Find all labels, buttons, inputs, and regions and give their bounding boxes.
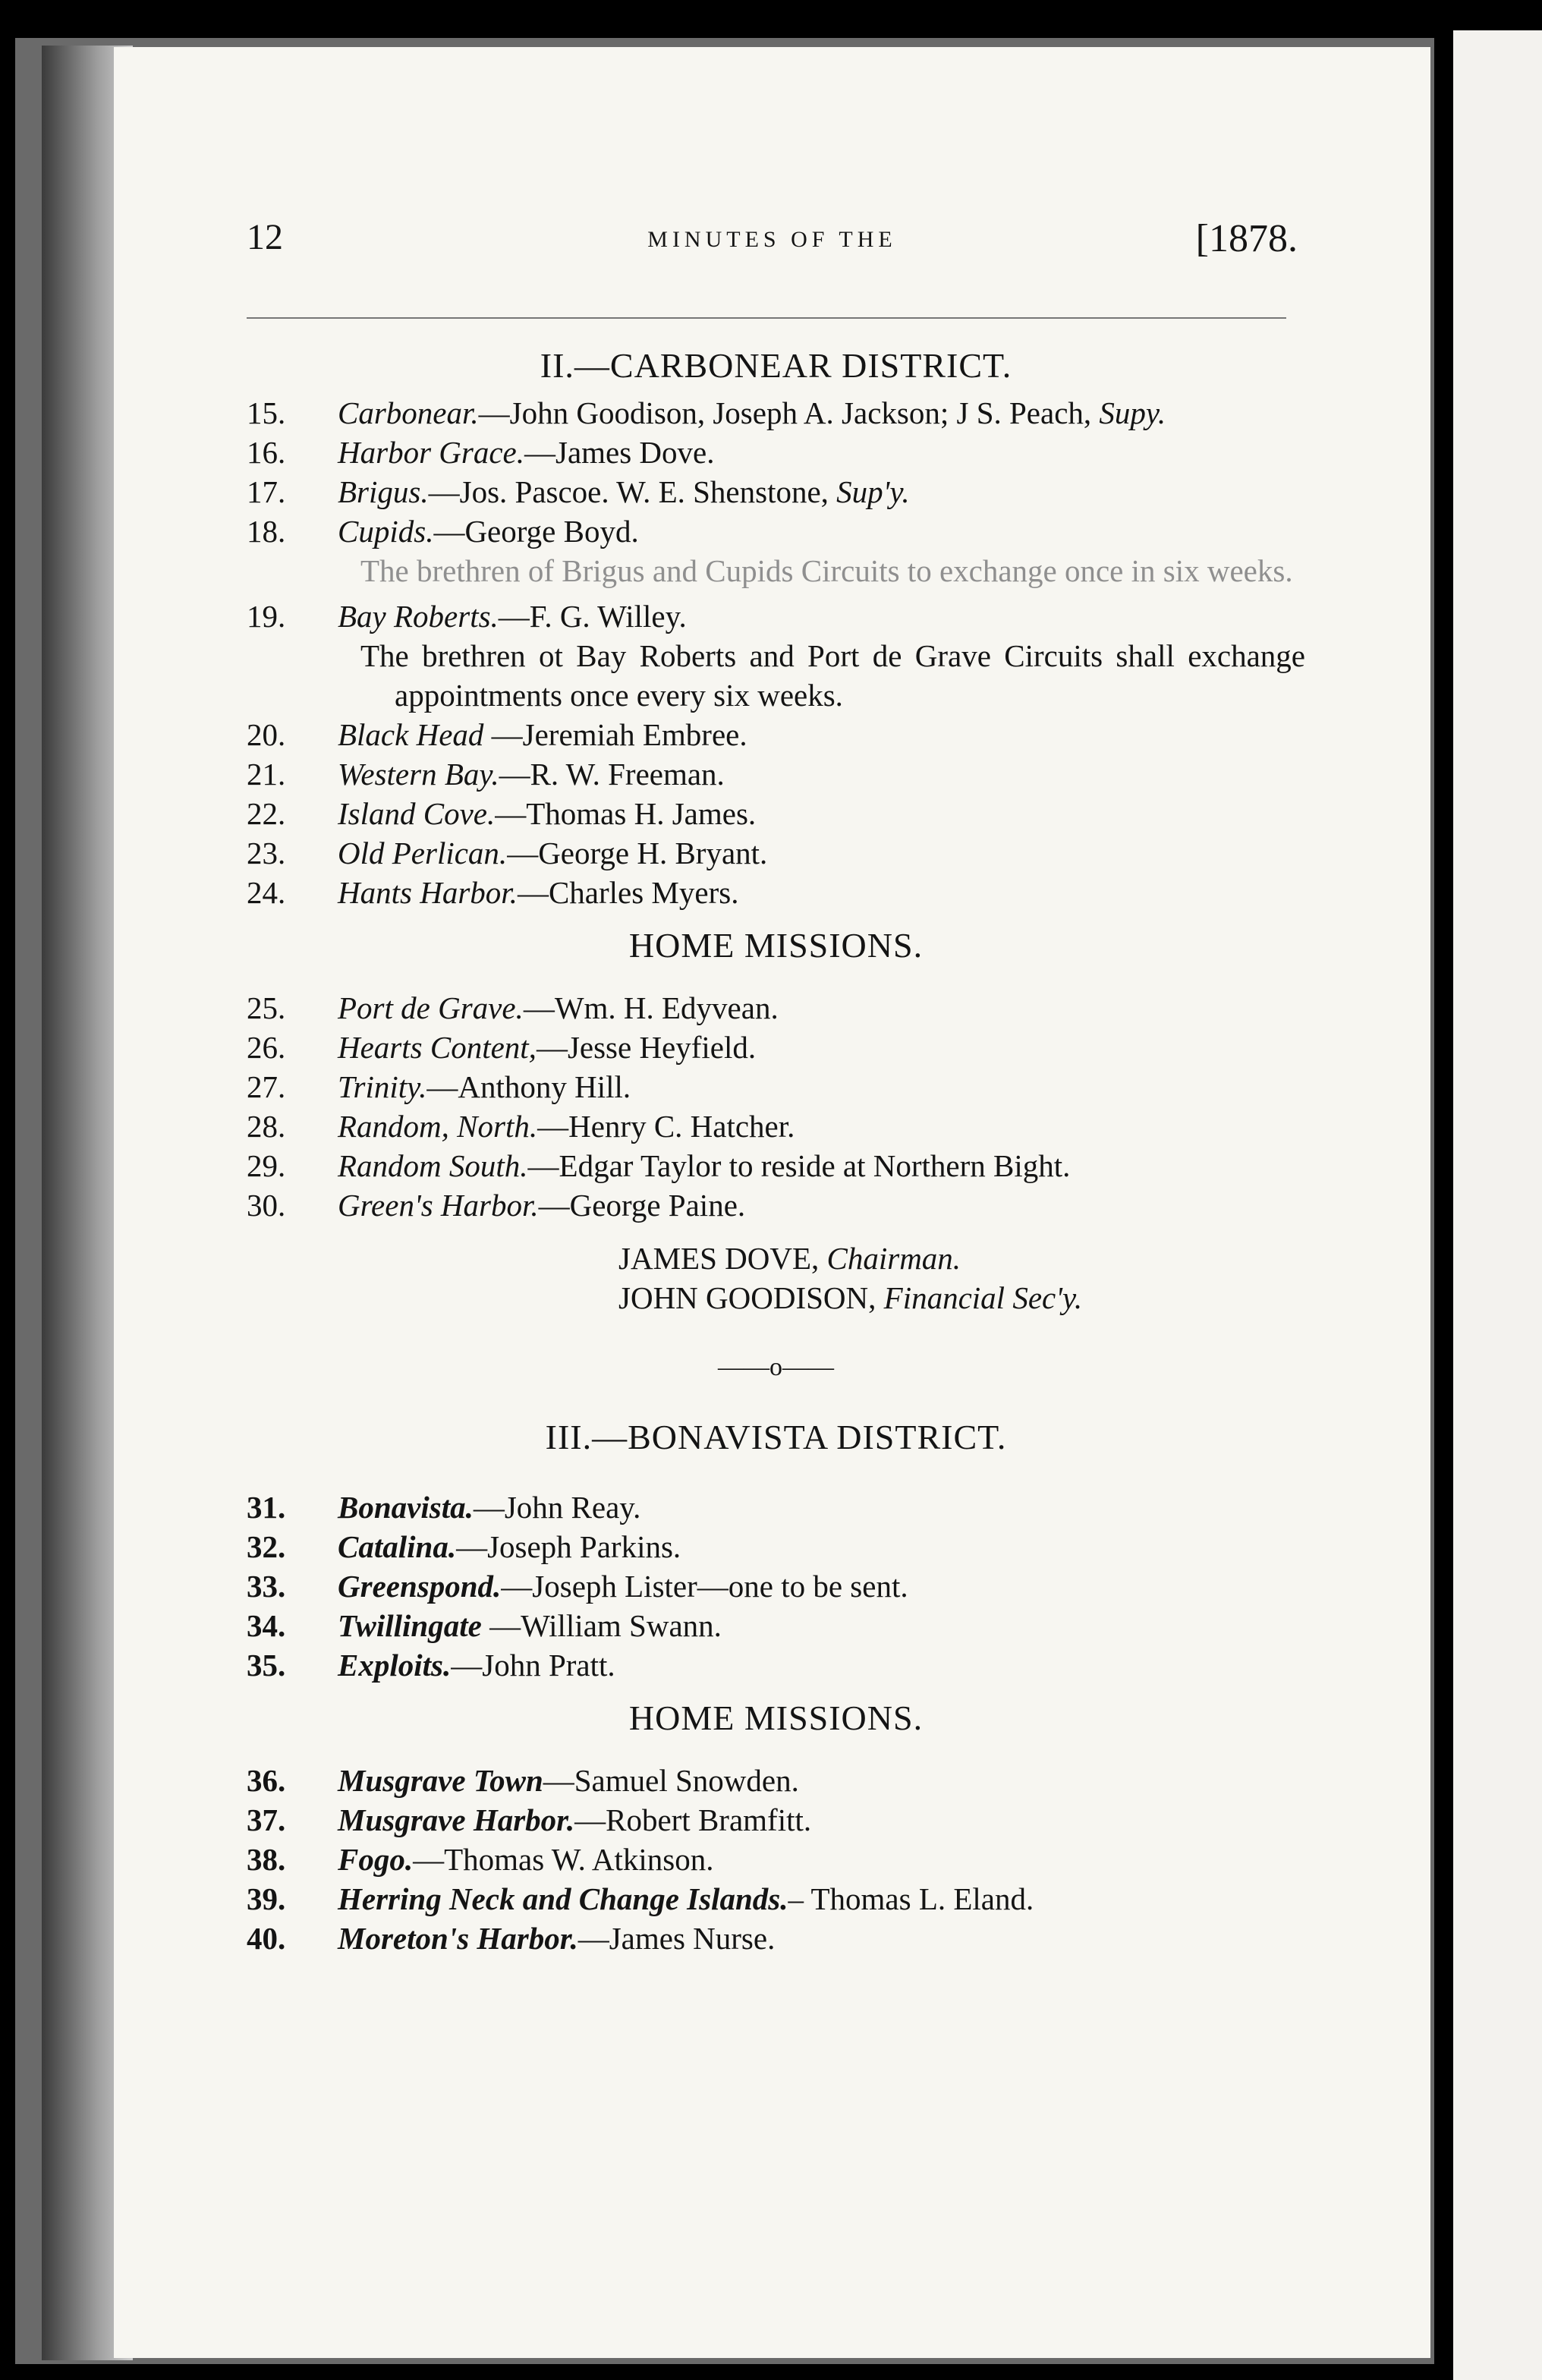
mission-entry xyxy=(247,1761,1305,1800)
mission-entry xyxy=(247,1919,1305,1958)
entry-number: 22. xyxy=(247,796,286,831)
year: [1878. xyxy=(1195,217,1298,260)
entry-text xyxy=(338,794,1305,833)
circuit-name: Twillingate xyxy=(338,1608,482,1643)
entry-text xyxy=(338,1146,1305,1185)
mission-name: Herring Neck and Change Islands. xyxy=(338,1881,788,1916)
entry-text xyxy=(338,873,1305,912)
circuit-name: Cupids. xyxy=(338,514,434,549)
ministers: —Robert Bramfitt. xyxy=(574,1802,812,1837)
entry-number: 24. xyxy=(247,875,286,910)
ministers: —John Goodison, Joseph A. Jackson; J S. Peach, xyxy=(478,395,1100,430)
mission-entry xyxy=(247,1185,1305,1225)
mission-entry xyxy=(247,1067,1305,1107)
ministers: —Thomas W. Atkinson. xyxy=(413,1842,714,1877)
circuit-name: Hants Harbor. xyxy=(338,875,518,910)
ministers: —Charles Myers. xyxy=(517,875,739,910)
entry-text xyxy=(338,1879,1305,1919)
entry-text xyxy=(338,1566,1305,1606)
ministers: —Joseph Lister—one to be sent. xyxy=(501,1569,908,1604)
entry-number: 25. xyxy=(247,990,286,1025)
entry-text xyxy=(338,1919,1305,1958)
supernumerary-label: Sup'y. xyxy=(836,474,910,509)
entry-number: 28. xyxy=(247,1109,286,1144)
ministers: —George H. Bryant. xyxy=(507,836,768,870)
ministers: —Wm. H. Edyvean. xyxy=(523,990,779,1025)
ministers: —Joseph Parkins. xyxy=(456,1529,681,1564)
circuit-entry xyxy=(247,833,1305,873)
mission-entry xyxy=(247,1107,1305,1146)
ministers: —James Nurse. xyxy=(577,1921,776,1956)
mission-name: Musgrave Town xyxy=(338,1763,543,1798)
entry-text xyxy=(338,988,1305,1028)
entry-text xyxy=(338,754,1305,794)
secretary-name: JOHN GOODISON, xyxy=(618,1280,876,1315)
circuit-entry xyxy=(247,1527,1305,1566)
entry-number: 29. xyxy=(247,1148,286,1183)
entry-number: 39. xyxy=(247,1881,286,1916)
circuit-entry xyxy=(247,794,1305,833)
running-header xyxy=(247,216,1298,277)
mission-entry xyxy=(247,1028,1305,1067)
mission-name: Musgrave Harbor. xyxy=(338,1802,575,1837)
entry-number: 23. xyxy=(247,836,286,870)
ministers: – Thomas L. Eland. xyxy=(788,1881,1034,1916)
entry-number: 38. xyxy=(247,1842,286,1877)
ministers: —Edgar Taylor to reside at Northern Bight. xyxy=(527,1148,1071,1183)
entry-number: 17. xyxy=(247,474,286,509)
entry-number: 31. xyxy=(247,1490,286,1525)
ministers: —William Swann. xyxy=(481,1608,722,1643)
entry-text xyxy=(338,597,1305,636)
circuit-name: Bonavista. xyxy=(338,1490,474,1525)
circuit-name: Catalina. xyxy=(338,1529,457,1564)
entry-number: 35. xyxy=(247,1648,286,1683)
entry-number: 32. xyxy=(247,1529,286,1564)
circuit-entry xyxy=(247,1645,1305,1685)
ministers: —Jesse Heyfield. xyxy=(536,1030,757,1065)
mission-name: Green's Harbor. xyxy=(338,1188,539,1223)
mission-entry xyxy=(247,1879,1305,1919)
secretary-role: Financial Sec'y. xyxy=(883,1280,1083,1315)
circuit-name: Old Perlican. xyxy=(338,836,508,870)
bonavista-list xyxy=(247,1488,1305,1958)
ministers: —Anthony Hill. xyxy=(426,1069,631,1104)
entry-number: 37. xyxy=(247,1802,286,1837)
ministers: —Thomas H. James. xyxy=(495,796,757,831)
circuit-name: Carbonear. xyxy=(338,395,479,430)
ministers: —George Paine. xyxy=(538,1188,746,1223)
circuit-entry xyxy=(247,1488,1305,1527)
circuit-name: Island Cove. xyxy=(338,796,496,831)
chairman-signature xyxy=(247,1239,1305,1278)
entry-text xyxy=(338,1185,1305,1225)
supernumerary-label: Supy. xyxy=(1099,395,1166,430)
exchange-note: The brethren ot Bay Roberts and Port de Grave Circuits shall exchange appointments once every six weeks. xyxy=(360,638,1305,713)
ministers: —Henry C. Hatcher. xyxy=(537,1109,795,1144)
circuit-name: Harbor Grace. xyxy=(338,435,524,470)
mission-name: Port de Grave. xyxy=(338,990,524,1025)
ministers: —Jeremiah Embree. xyxy=(483,717,747,752)
ministers: —James Dove. xyxy=(524,435,715,470)
entry-text xyxy=(338,1761,1305,1800)
circuit-name: Greenspond. xyxy=(338,1569,502,1604)
mission-name: Hearts Content, xyxy=(338,1030,537,1065)
facing-page-edge xyxy=(1453,30,1542,2380)
page-number: 12 xyxy=(247,217,283,257)
circuit-entry xyxy=(247,472,1305,512)
circuit-entry xyxy=(247,715,1305,754)
entry-number: 20. xyxy=(247,717,286,752)
home-missions-heading: HOME MISSIONS. xyxy=(628,1698,924,1737)
circuit-name: Exploits. xyxy=(338,1648,452,1683)
mission-entry xyxy=(247,988,1305,1028)
entry-number: 36. xyxy=(247,1763,286,1798)
entry-text xyxy=(338,1067,1305,1107)
entry-number: 30. xyxy=(247,1188,286,1223)
mission-name: Random, North. xyxy=(338,1109,538,1144)
mission-name: Moreton's Harbor. xyxy=(338,1921,578,1956)
mission-name: Fogo. xyxy=(338,1842,414,1877)
entry-number: 15. xyxy=(247,395,286,430)
entry-text xyxy=(338,393,1305,433)
entry-text xyxy=(338,1107,1305,1146)
ministers: —Jos. Pascoe. W. E. Shenstone, xyxy=(428,474,837,509)
mission-entry xyxy=(247,1146,1305,1185)
circuit-name: Brigus. xyxy=(338,474,429,509)
district-heading: III.—BONAVISTA DISTRICT. xyxy=(545,1418,1007,1456)
entry-number: 33. xyxy=(247,1569,286,1604)
entry-number: 16. xyxy=(247,435,286,470)
entry-text xyxy=(338,472,1305,512)
exchange-note: The brethren of Brigus and Cupids Circuits to exchange once in six weeks. xyxy=(360,553,1293,588)
entry-text xyxy=(338,1645,1305,1685)
entry-number: 21. xyxy=(247,757,286,792)
running-title: MINUTES OF THE xyxy=(647,227,897,252)
district-heading: II.—CARBONEAR DISTRICT. xyxy=(540,346,1012,385)
entry-number: 26. xyxy=(247,1030,286,1065)
entry-text xyxy=(338,1840,1305,1879)
circuit-name: Bay Roberts. xyxy=(338,599,499,634)
entry-number: 18. xyxy=(247,514,286,549)
entry-number: 19. xyxy=(247,599,286,634)
entry-text xyxy=(338,1606,1305,1645)
entry-text xyxy=(338,1800,1305,1840)
ministers: —John Pratt. xyxy=(451,1648,615,1683)
entry-text xyxy=(338,433,1305,472)
ministers: —George Boyd. xyxy=(433,514,639,549)
entry-number: 27. xyxy=(247,1069,286,1104)
circuit-entry xyxy=(247,433,1305,472)
entry-number: 40. xyxy=(247,1921,286,1956)
circuit-entry xyxy=(247,512,1305,551)
circuit-entry xyxy=(247,1606,1305,1645)
chairman-role: Chairman. xyxy=(826,1241,961,1276)
entry-text xyxy=(338,512,1305,551)
circuit-name: Black Head xyxy=(338,717,484,752)
mission-entry xyxy=(247,1840,1305,1879)
mission-name: Trinity. xyxy=(338,1069,427,1104)
home-missions-heading: HOME MISSIONS. xyxy=(628,926,924,965)
ministers: —R. W. Freeman. xyxy=(499,757,725,792)
header-rule xyxy=(247,317,1286,319)
circuit-entry xyxy=(247,597,1305,636)
entry-text xyxy=(338,1488,1305,1527)
chairman-name: JAMES DOVE, xyxy=(618,1241,820,1276)
circuit-entry xyxy=(247,754,1305,794)
ministers: —John Reay. xyxy=(473,1490,641,1525)
circuit-entry xyxy=(247,873,1305,912)
mission-entry xyxy=(247,1800,1305,1840)
mission-name: Random South. xyxy=(338,1148,528,1183)
section-separator: ——o—— xyxy=(718,1353,834,1381)
circuit-entry xyxy=(247,393,1305,433)
circuit-name: Western Bay. xyxy=(338,757,499,792)
ministers: —Samuel Snowden. xyxy=(543,1763,799,1798)
entry-text xyxy=(338,1028,1305,1067)
entry-number: 34. xyxy=(247,1608,286,1643)
ministers: —F. G. Willey. xyxy=(498,599,687,634)
secretary-signature xyxy=(247,1278,1305,1318)
page-content xyxy=(247,334,1305,1958)
circuit-entry xyxy=(247,1566,1305,1606)
entry-text xyxy=(338,833,1305,873)
entry-text xyxy=(338,1527,1305,1566)
entry-text xyxy=(338,715,1305,754)
